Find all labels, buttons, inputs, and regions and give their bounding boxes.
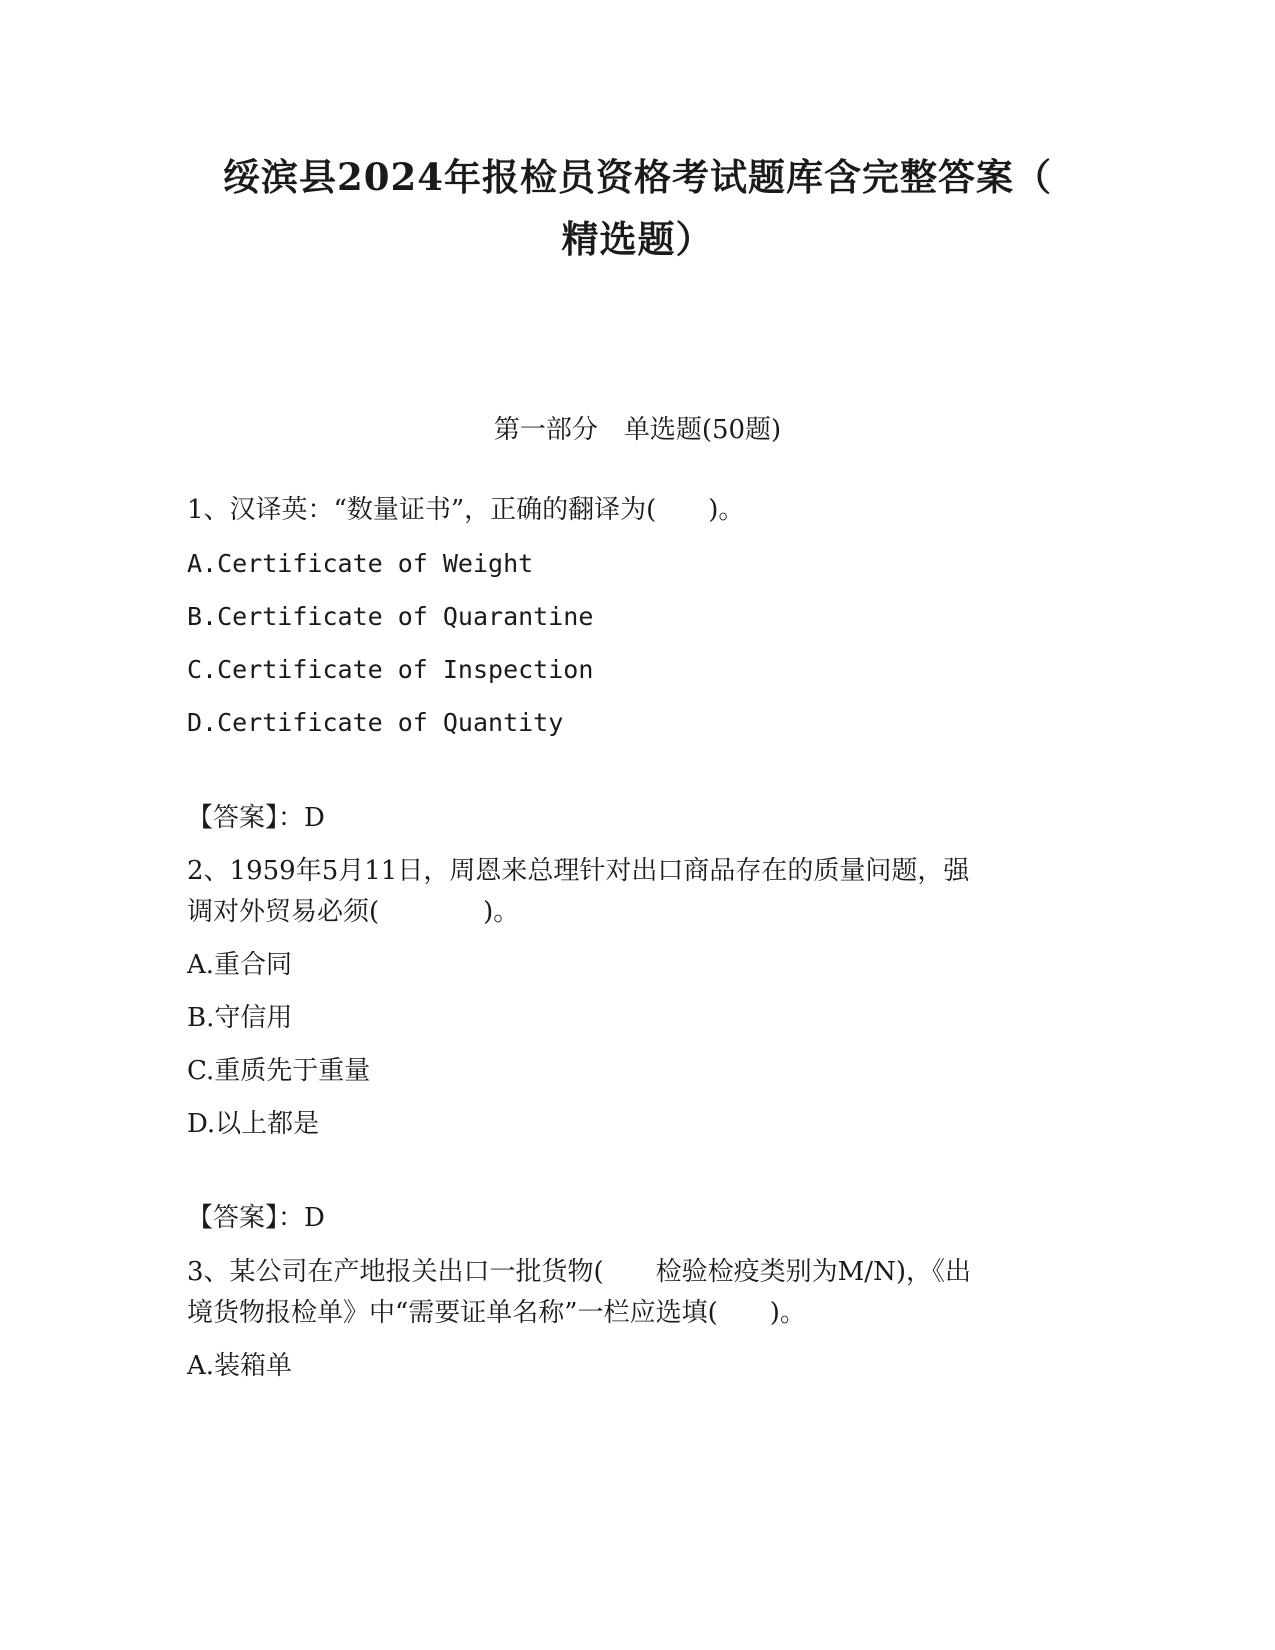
question-2-option-b: B.守信用 (187, 1003, 293, 1033)
question-2-option-a: A.重合同 (187, 950, 293, 980)
question-2-option-c: C.重质先于重量 (187, 1056, 371, 1086)
question-3-stem-line-1: 3、某公司在产地报关出口一批货物( 检验检疫类别为M/N)，《出 (187, 1257, 971, 1287)
question-1-option-d: D.Certificate of Quantity (187, 708, 564, 737)
document-title-line-1: 绥滨县2024年报检员资格考试题库含完整答案（ (223, 155, 1052, 199)
question-1-answer: 【答案】：D (187, 803, 325, 833)
question-3-option-a: A.装箱单 (187, 1351, 293, 1381)
question-2-stem-line-1: 2、1959年5月11日，周恩来总理针对出口商品存在的质量问题，强 (187, 856, 970, 886)
question-2-stem-line-2: 调对外贸易必须( )。 (187, 897, 520, 927)
document-title-line-2: 精选题） (561, 217, 714, 261)
question-1-stem: 1、汉译英：“数量证书”，正确的翻译为( )。 (187, 495, 745, 525)
question-2-option-d: D.以上都是 (187, 1109, 320, 1139)
question-1-option-a: A.Certificate of Weight (187, 549, 534, 578)
section-heading: 第一部分 单选题(50题) (493, 415, 782, 445)
question-3-stem-line-2: 境货物报检单》中“需要证单名称”一栏应选填( )。 (187, 1298, 806, 1328)
question-1-option-c: C.Certificate of Inspection (187, 655, 594, 684)
question-1-option-b: B.Certificate of Quarantine (187, 602, 594, 631)
question-2-answer: 【答案】：D (187, 1203, 325, 1233)
